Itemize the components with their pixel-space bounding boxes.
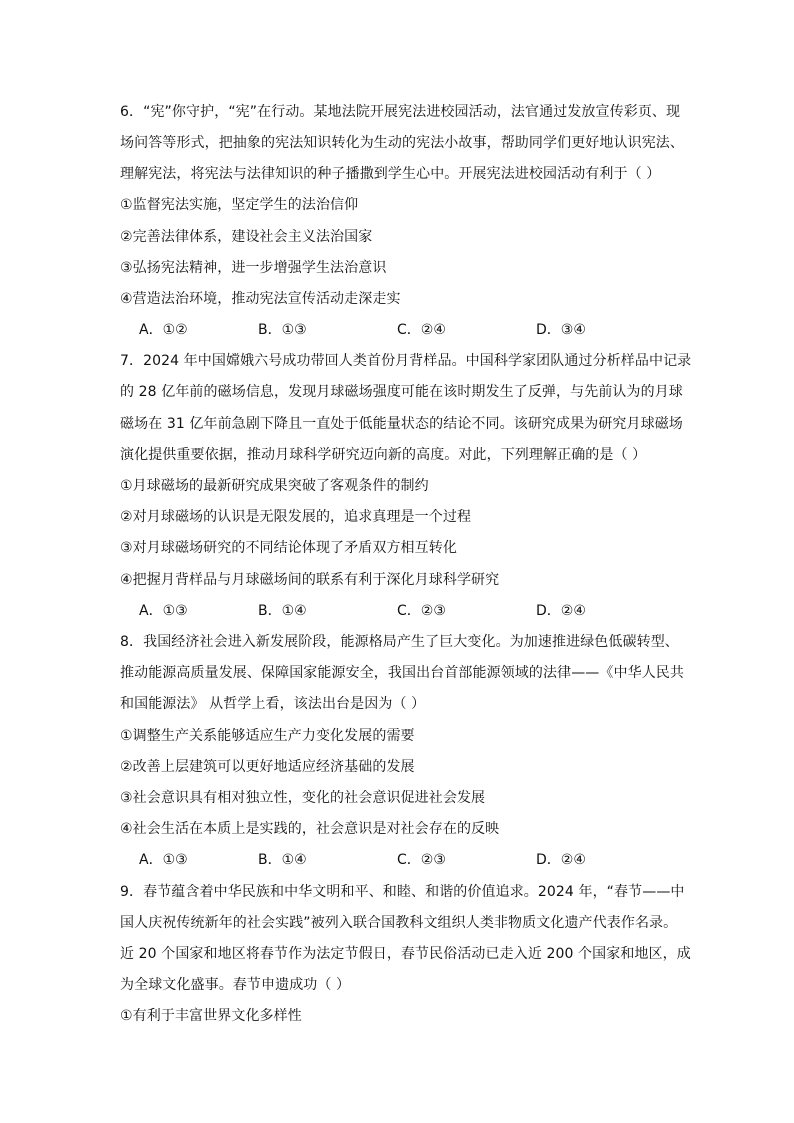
question-7-option-b: B．①④	[258, 603, 307, 619]
question-9-line-1: 9．春节蕴含着中华民族和中华文明和平、和睦、和谐的价值追求。2024 年，“春节——中	[120, 884, 685, 900]
question-9-line-3: 近 20 个国家和地区将春节作为法定节假日，春节民俗活动已走入近 200 个国家和地区，成	[120, 946, 691, 962]
question-6-statement-4: ④营造法治环境，推动宪法宣传活动走深走实	[120, 291, 401, 307]
question-7-line-4: 演化提供重要依据，推动月球科学研究迈向新的高度。对此，下列理解正确的是（ ）	[120, 447, 647, 463]
question-7-option-a: A．①③	[139, 603, 188, 619]
question-8-line-1: 8．我国经济社会进入新发展阶段，能源格局产生了巨大变化。为加速推进绿色低碳转型、	[120, 634, 679, 650]
question-6-line-2: 场问答等形式，把抽象的宪法知识转化为生动的宪法小故事，帮助同学们更好地认识宪法、	[120, 135, 684, 151]
question-8-statement-4: ④社会生活在本质上是实践的，社会意识是对社会存在的反映	[120, 821, 500, 837]
question-9-line-2: 国人庆祝传统新年的社会实践”被列入联合国教科文组织人类非物质文化遗产代表作名录。	[120, 915, 678, 931]
question-7-line-1: 7．2024 年中国嫦娥六号成功带回人类首份月背样品。中国科学家团队通过分析样品中记录	[120, 353, 692, 369]
question-9-line-4: 为全球文化盛事。春节申遗成功（ ）	[120, 977, 351, 993]
question-7-statement-2: ②对月球磁场的认识是无限发展的，追求真理是一个过程	[120, 509, 472, 525]
question-8-option-b: B．①④	[258, 852, 307, 868]
question-9-statement-1: ①有利于丰富世界文化多样性	[120, 1008, 302, 1024]
question-7-statement-1: ①月球磁场的最新研究成果突破了客观条件的制约	[120, 478, 429, 494]
question-6-option-d: D．③④	[536, 322, 586, 338]
question-6-option-c: C．②④	[397, 322, 446, 338]
question-6-line-3: 理解宪法，将宪法与法律知识的种子播撒到学生心中。开展宪法进校园活动有利于（ ）	[120, 166, 661, 182]
question-8-statement-2: ②改善上层建筑可以更好地适应经济基础的发展	[120, 759, 415, 775]
question-6-option-a: A．①②	[139, 322, 188, 338]
question-6-option-b: B．①③	[258, 322, 307, 338]
question-8-option-a: A．①③	[139, 852, 188, 868]
question-8-line-3: 和国能源法》 从哲学上看，该法出台是因为（ ）	[120, 696, 426, 712]
question-7-option-c: C．②③	[397, 603, 446, 619]
question-8-statement-1: ①调整生产关系能够适应生产力变化发展的需要	[120, 728, 415, 744]
question-8-option-c: C．②③	[397, 852, 446, 868]
question-6-statement-2: ②完善法律体系，建设社会主义法治国家	[120, 229, 373, 245]
question-8-line-2: 推动能源高质量发展、保障国家能源安全，我国出台首部能源领域的法律——《中华人民共	[120, 665, 684, 681]
question-7-line-3: 磁场在 31 亿年前急剧下降且一直处于低能量状态的结论不同。该研究成果为研究月球磁场	[120, 416, 683, 432]
question-8-statement-3: ③社会意识具有相对独立性，变化的社会意识促进社会发展	[120, 790, 486, 806]
question-7-statement-4: ④把握月背样品与月球磁场间的联系有利于深化月球科学研究	[120, 572, 500, 588]
question-6-statement-3: ③弘扬宪法精神，进一步增强学生法治意识	[120, 260, 387, 276]
question-7-option-d: D．②④	[536, 603, 586, 619]
question-7-line-2: 的 28 亿年前的磁场信息，发现月球磁场强度可能在该时期发生了反弹，与先前认为的月球	[120, 384, 683, 400]
question-7-statement-3: ③对月球磁场研究的不同结论体现了矛盾双方相互转化	[120, 540, 457, 556]
question-6-statement-1: ①监督宪法实施，坚定学生的法治信仰	[120, 197, 359, 213]
question-8-option-d: D．②④	[536, 852, 586, 868]
question-6-line-1: 6．“宪”你守护，“宪”在行动。某地法院开展宪法进校园活动，法官通过发放宣传彩页、现	[120, 104, 681, 120]
